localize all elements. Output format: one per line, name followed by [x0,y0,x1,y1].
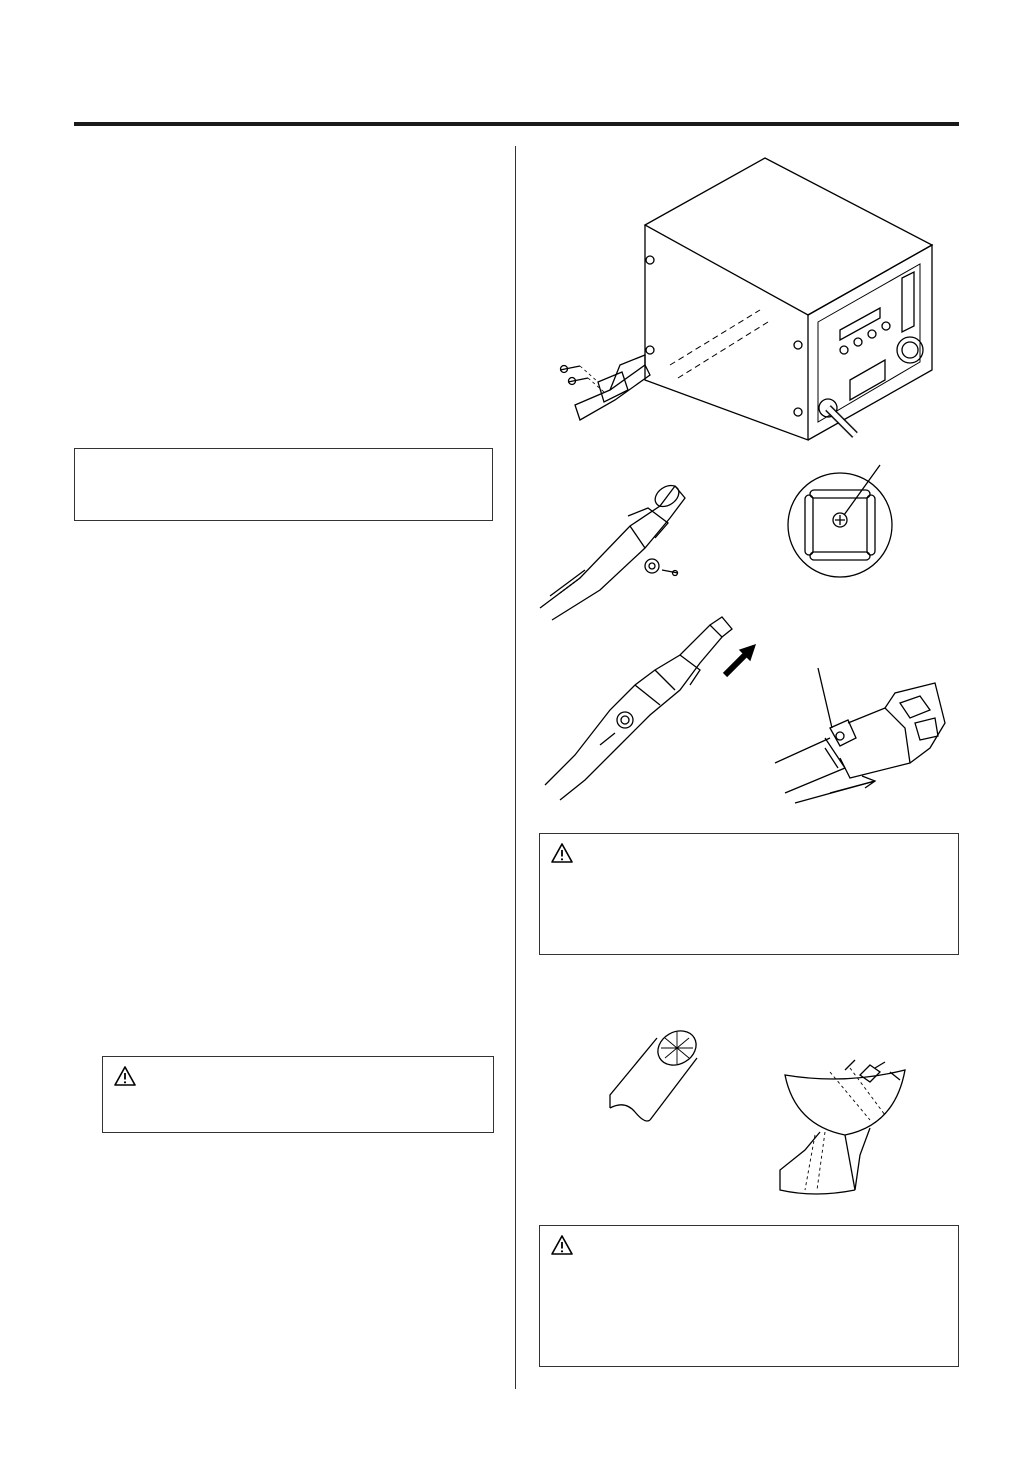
caution-box-right-1 [539,833,959,955]
column-divider [515,146,516,1389]
header-rule [74,122,959,126]
nozzle-clamp-illustration [770,668,950,808]
station-illustration [550,150,950,445]
caution-box-right-2 [539,1225,959,1367]
nozzle-side-illustration [775,1060,915,1200]
heater-tube-illustration [605,1020,705,1125]
handpiece-knob-illustration [540,478,700,623]
nozzle-face-illustration [780,460,905,580]
warning-triangle-icon [113,1065,137,1087]
note-box [74,448,493,521]
handpiece-heater-illustration [540,615,770,805]
warning-triangle-icon [550,1234,574,1256]
caution-box-left [102,1056,494,1133]
warning-triangle-icon [550,842,574,864]
